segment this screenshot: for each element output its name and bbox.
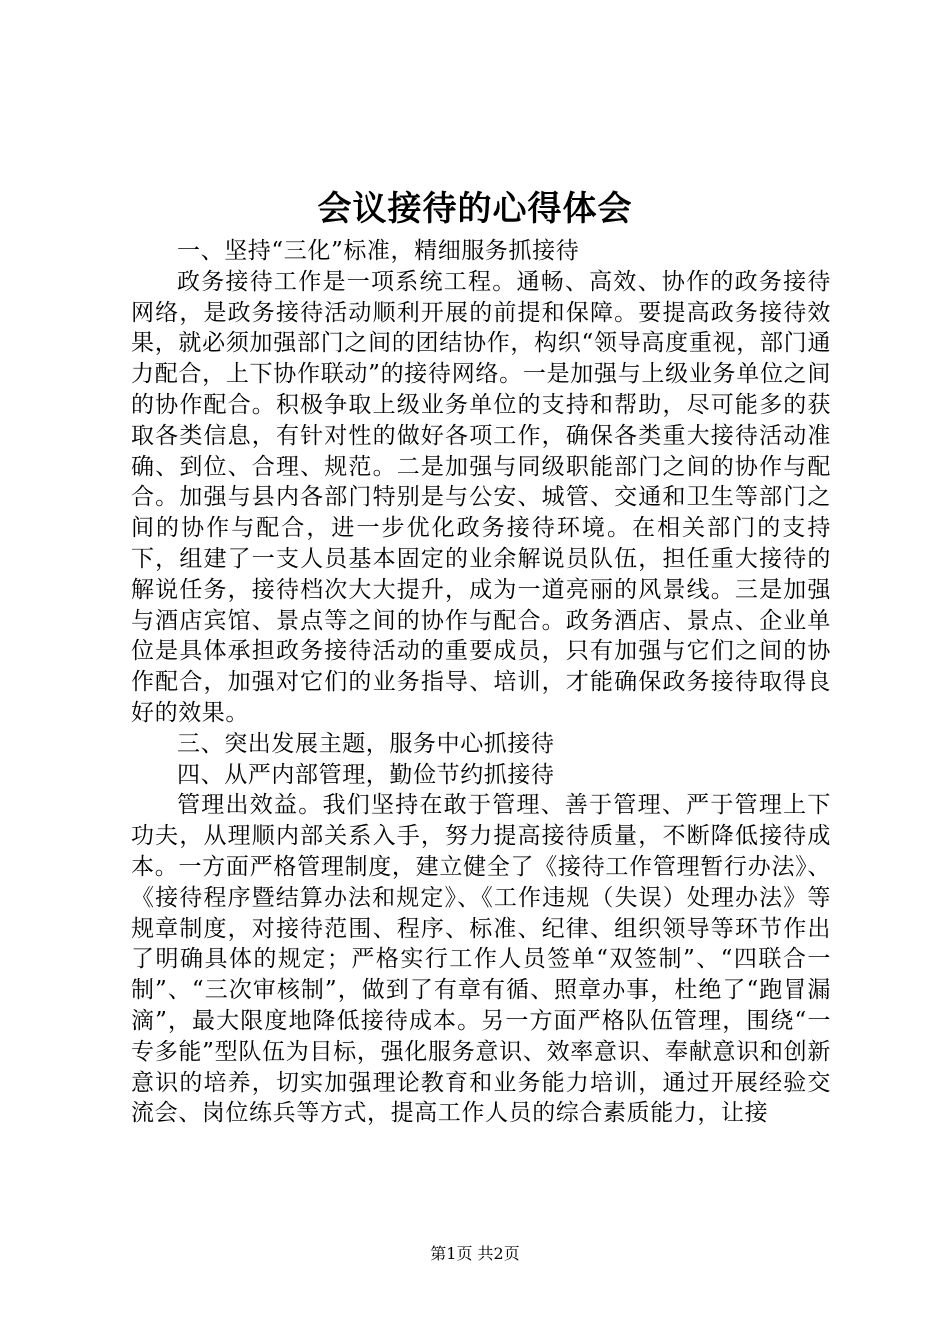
document-title: 会议接待的心得体会 xyxy=(317,189,633,229)
section-heading-4: 四、从严内部管理，勤俭节约抓接待 xyxy=(177,761,555,788)
document-body xyxy=(131,236,831,1129)
page-footer: 第1页 共2页 xyxy=(430,1244,520,1263)
body-paragraph-2: 管理出效益。我们坚持在敢于管理、善于管理、严于管理上下功夫，从理顺内部关系入手，努力提高接待质量，不断降低接待成本。一方面严格管理制度，建立健全了《接待工作管理暂行办法》、《接待程序暨结算办法和规定》、《工作违规（失误）处理办法》等规章制度，对接待范围、程序、标准、纪律、组织领导等环节作出了明确具体的规定；严格实行工作人员签单“双签制”、“四联合一制”、“三次审核制”，做到了有章有循、照章办事，杜绝了“跑冒漏滴”，最大限度地降低接待成本。另一方面严格队伍管理，围绕“一专多能”型队伍为目标，强化服务意识、效率意识、奉献意识和创新意识的培养，切实加强理论教育和业务能力培训，通过开展经验交流会、岗位练兵等方式，提高工作人员的综合素质能力，让接 xyxy=(131,792,831,1127)
body-paragraph-1: 政务接待工作是一项系统工程。通畅、高效、协作的政务接待网络，是政务接待活动顺利开展的前提和保障。要提高政务接待效果，就必须加强部门之间的团结协作，构织“领导高度重视，部门通力配合，上下协作联动”的接待网络。一是加强与上级业务单位之间的协作配合。积极争取上级业务单位的支持和帮助，尽可能多的获取各类信息，有针对性的做好各项工作，确保各类重大接待活动准确、到位、合理、规范。二是加强与同级职能部门之间的协作与配合。加强与县内各部门特别是与公安、城管、交通和卫生等部门之间的协作与配合，进一步优化政务接待环境。在相关部门的支持下，组建了一支人员基本固定的业余解说员队伍，担任重大接待的解说任务，接待档次大大提升，成为一道亮丽的风景线。三是加强与酒店宾馆、景点等之间的协作与配合。政务酒店、景点、企业单位是具体承担政务接待活动的重要成员，只有加强与它们之间的协作配合，加强对它们的业务指导、培训，才能确保政务接待取得良好的效果。 xyxy=(131,268,831,726)
section-heading-3: 三、突出发展主题，服务中心抓接待 xyxy=(177,730,555,757)
section-heading-1: 一、坚持“三化”标准，精细服务抓接待 xyxy=(177,238,580,264)
